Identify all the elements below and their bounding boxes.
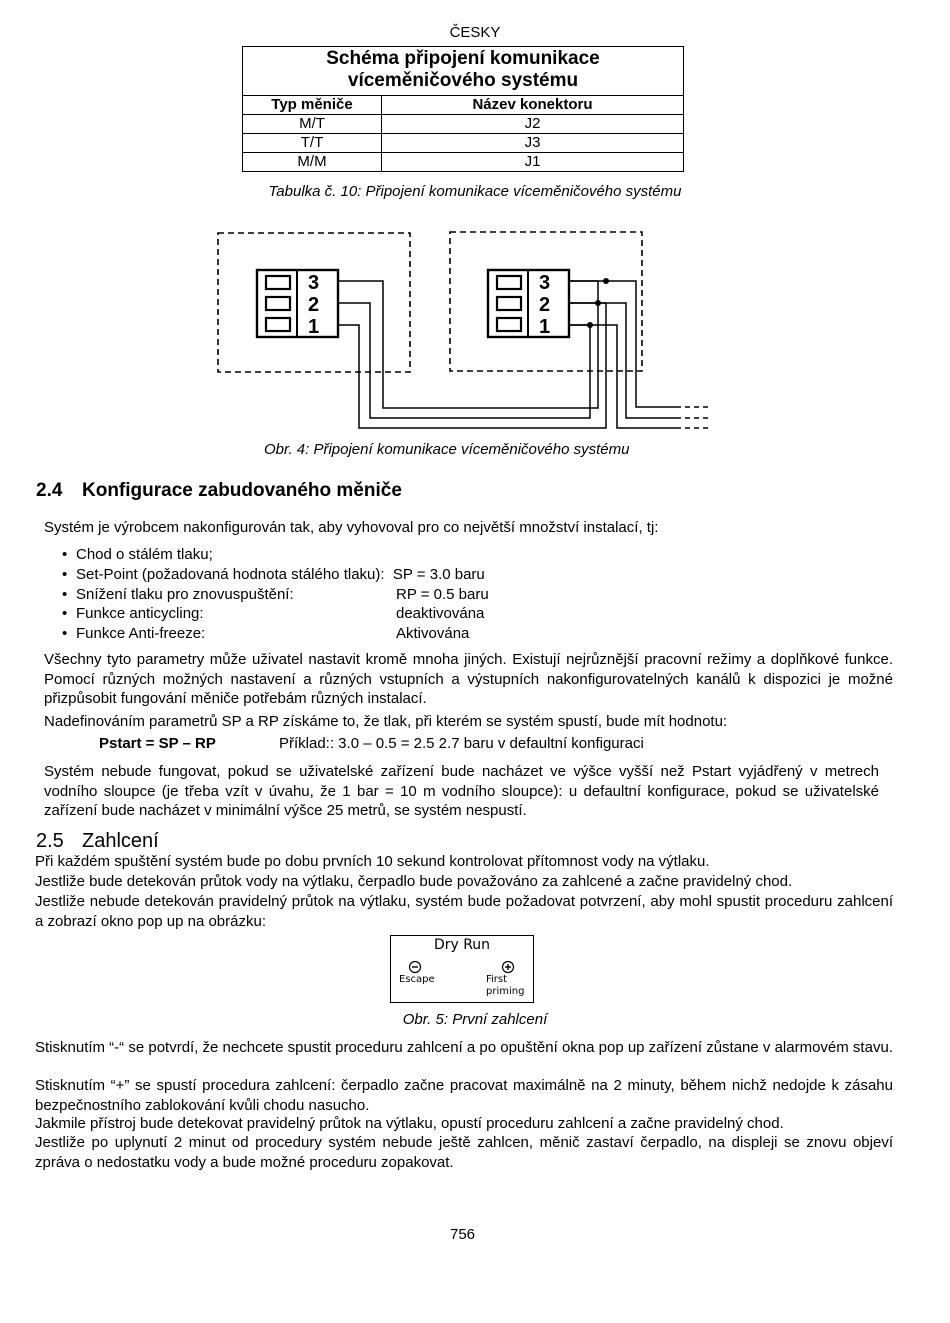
page-number: 756 [449, 1226, 476, 1243]
terminal-label: 2 [308, 294, 320, 316]
table-title: Schéma připojení komunikace víceměničového systému [243, 47, 684, 96]
cell-connector: J3 [382, 134, 684, 153]
section-intro: Systém je výrobcem nakonfigurován tak, aby vyhovoval pro co největší množství instalací, tj: [44, 519, 659, 536]
paragraph: Stisknutím “-“ se potvrdí, že nechcete spustit proceduru zahlcení a po opuštění okna pop up zařízení zůstane v alarmovém stavu. [35, 1039, 893, 1056]
list-item: • Funkce anticycling: deaktivována [60, 604, 489, 624]
section-heading: 2.4 Konfigurace zabudovaného měniče [36, 480, 402, 501]
cell-type: M/M [243, 153, 382, 172]
cell-connector: J2 [382, 115, 684, 134]
terminal-label: 3 [539, 272, 551, 294]
wiring-diagram [0, 0, 950, 440]
paragraph: Jestliže nebude detekován pravidelný průtok na výtlaku, systém bude požadovat potvrzení, aby mohl spustit proceduru zahlcení a zobrazí okno pop up na obrázku: [35, 893, 893, 930]
terminal-label: 1 [539, 316, 551, 338]
popup-escape-label: Escape [399, 974, 435, 985]
table-caption: Tabulka č. 10: Připojení komunikace víceměničového systému [268, 183, 682, 200]
list-item: • Chod o stálém tlaku; [60, 545, 489, 565]
plus-circle-icon [501, 960, 515, 974]
cell-type: M/T [243, 115, 382, 134]
list-item: • Set-Point (požadovaná hodnota stálého tlaku): SP = 3.0 baru [60, 565, 489, 585]
minus-circle-icon [408, 960, 422, 974]
default-settings-list [60, 545, 489, 644]
section-heading: 2.5 Zahlcení [36, 830, 159, 852]
language-header: ČESKY [449, 24, 501, 41]
pstart-example: Příklad:: 3.0 – 0.5 = 2.5 2.7 baru v defaultní konfiguraci [279, 735, 644, 752]
list-item: • Snížení tlaku pro znovuspuštění: RP = 0.5 baru [60, 585, 489, 605]
pstart-formula: Pstart = SP – RP [99, 735, 216, 752]
figure-caption: Obr. 5: První zahlcení [402, 1011, 548, 1028]
col-header-connector: Název konektoru [382, 96, 684, 115]
left-wires [338, 281, 606, 428]
dry-run-popup [390, 935, 534, 1003]
terminal-label: 3 [308, 272, 320, 294]
cell-connector: J1 [382, 153, 684, 172]
paragraph: Nadefinováním parametrů SP a RP získáme to, že tlak, při kterém se systém spustí, bude mít hodnotu: [44, 713, 728, 730]
cell-type: T/T [243, 134, 382, 153]
paragraph: Jestliže po uplynutí 2 minut od procedury systém nebude ještě zahlcen, měnič zastaví čerpadlo, na displeji se znovu objeví zpráva o nedostatku vody a bude možné proceduru zopakovat. [35, 1134, 893, 1171]
terminal-label: 2 [539, 294, 551, 316]
paragraph: Systém nebude fungovat, pokud se uživatelské zařízení bude nacházet ve výšce vyšší než Pstart vyjádřený v metrech vodního sloupce (je třeba vzít v úvahu, že 1 bar = 10 m vodního sloupce): u defaultní konfigurace, pokud se uživatelské zařízení bude nacházet v minimální výšce 25 metrů, se systém nespustí. [44, 763, 879, 820]
paragraph: Stisknutím “+” se spustí procedura zahlcení: čerpadlo začne pracovat maximálně na 2 minuty, během nichž nedojde k zásahu bezpečnostního zablokování kvůli chodu nasucho. [35, 1077, 893, 1114]
col-header-type: Typ měniče [243, 96, 382, 115]
popup-first-priming-label: First priming [486, 974, 525, 997]
paragraph: Jestliže bude detekován průtok vody na výtlaku, čerpadlo bude považováno za zahlcené a začne pravidelný chod. [35, 873, 793, 890]
paragraph: Při každém spuštění systém bude po dobu prvních 10 sekund kontrolovat přítomnost vody na výtlaku. [35, 853, 710, 870]
list-item: • Funkce Anti-freeze: Aktivována [60, 624, 489, 644]
paragraph: Všechny tyto parametry může uživatel nastavit kromě mnoha jiných. Existují nejrůznější pracovní režimy a doplňkové funkce. Pomocí různých možných nastavení a různých vstupních a výstupních nakonfigurovatelných kanálů k dispozici je možné přizpůsobit fungování měniče potřebám různých instalací. [44, 651, 893, 708]
terminal-label: 1 [308, 316, 320, 338]
figure-caption: Obr. 4: Připojení komunikace víceměničového systému [264, 441, 630, 458]
paragraph: Jakmile přístroj bude detekovat pravidelný průtok na výtlaku, opustí proceduru zahlcení a začne pravidelný chod. [35, 1115, 784, 1132]
popup-title: Dry Run [433, 937, 491, 953]
